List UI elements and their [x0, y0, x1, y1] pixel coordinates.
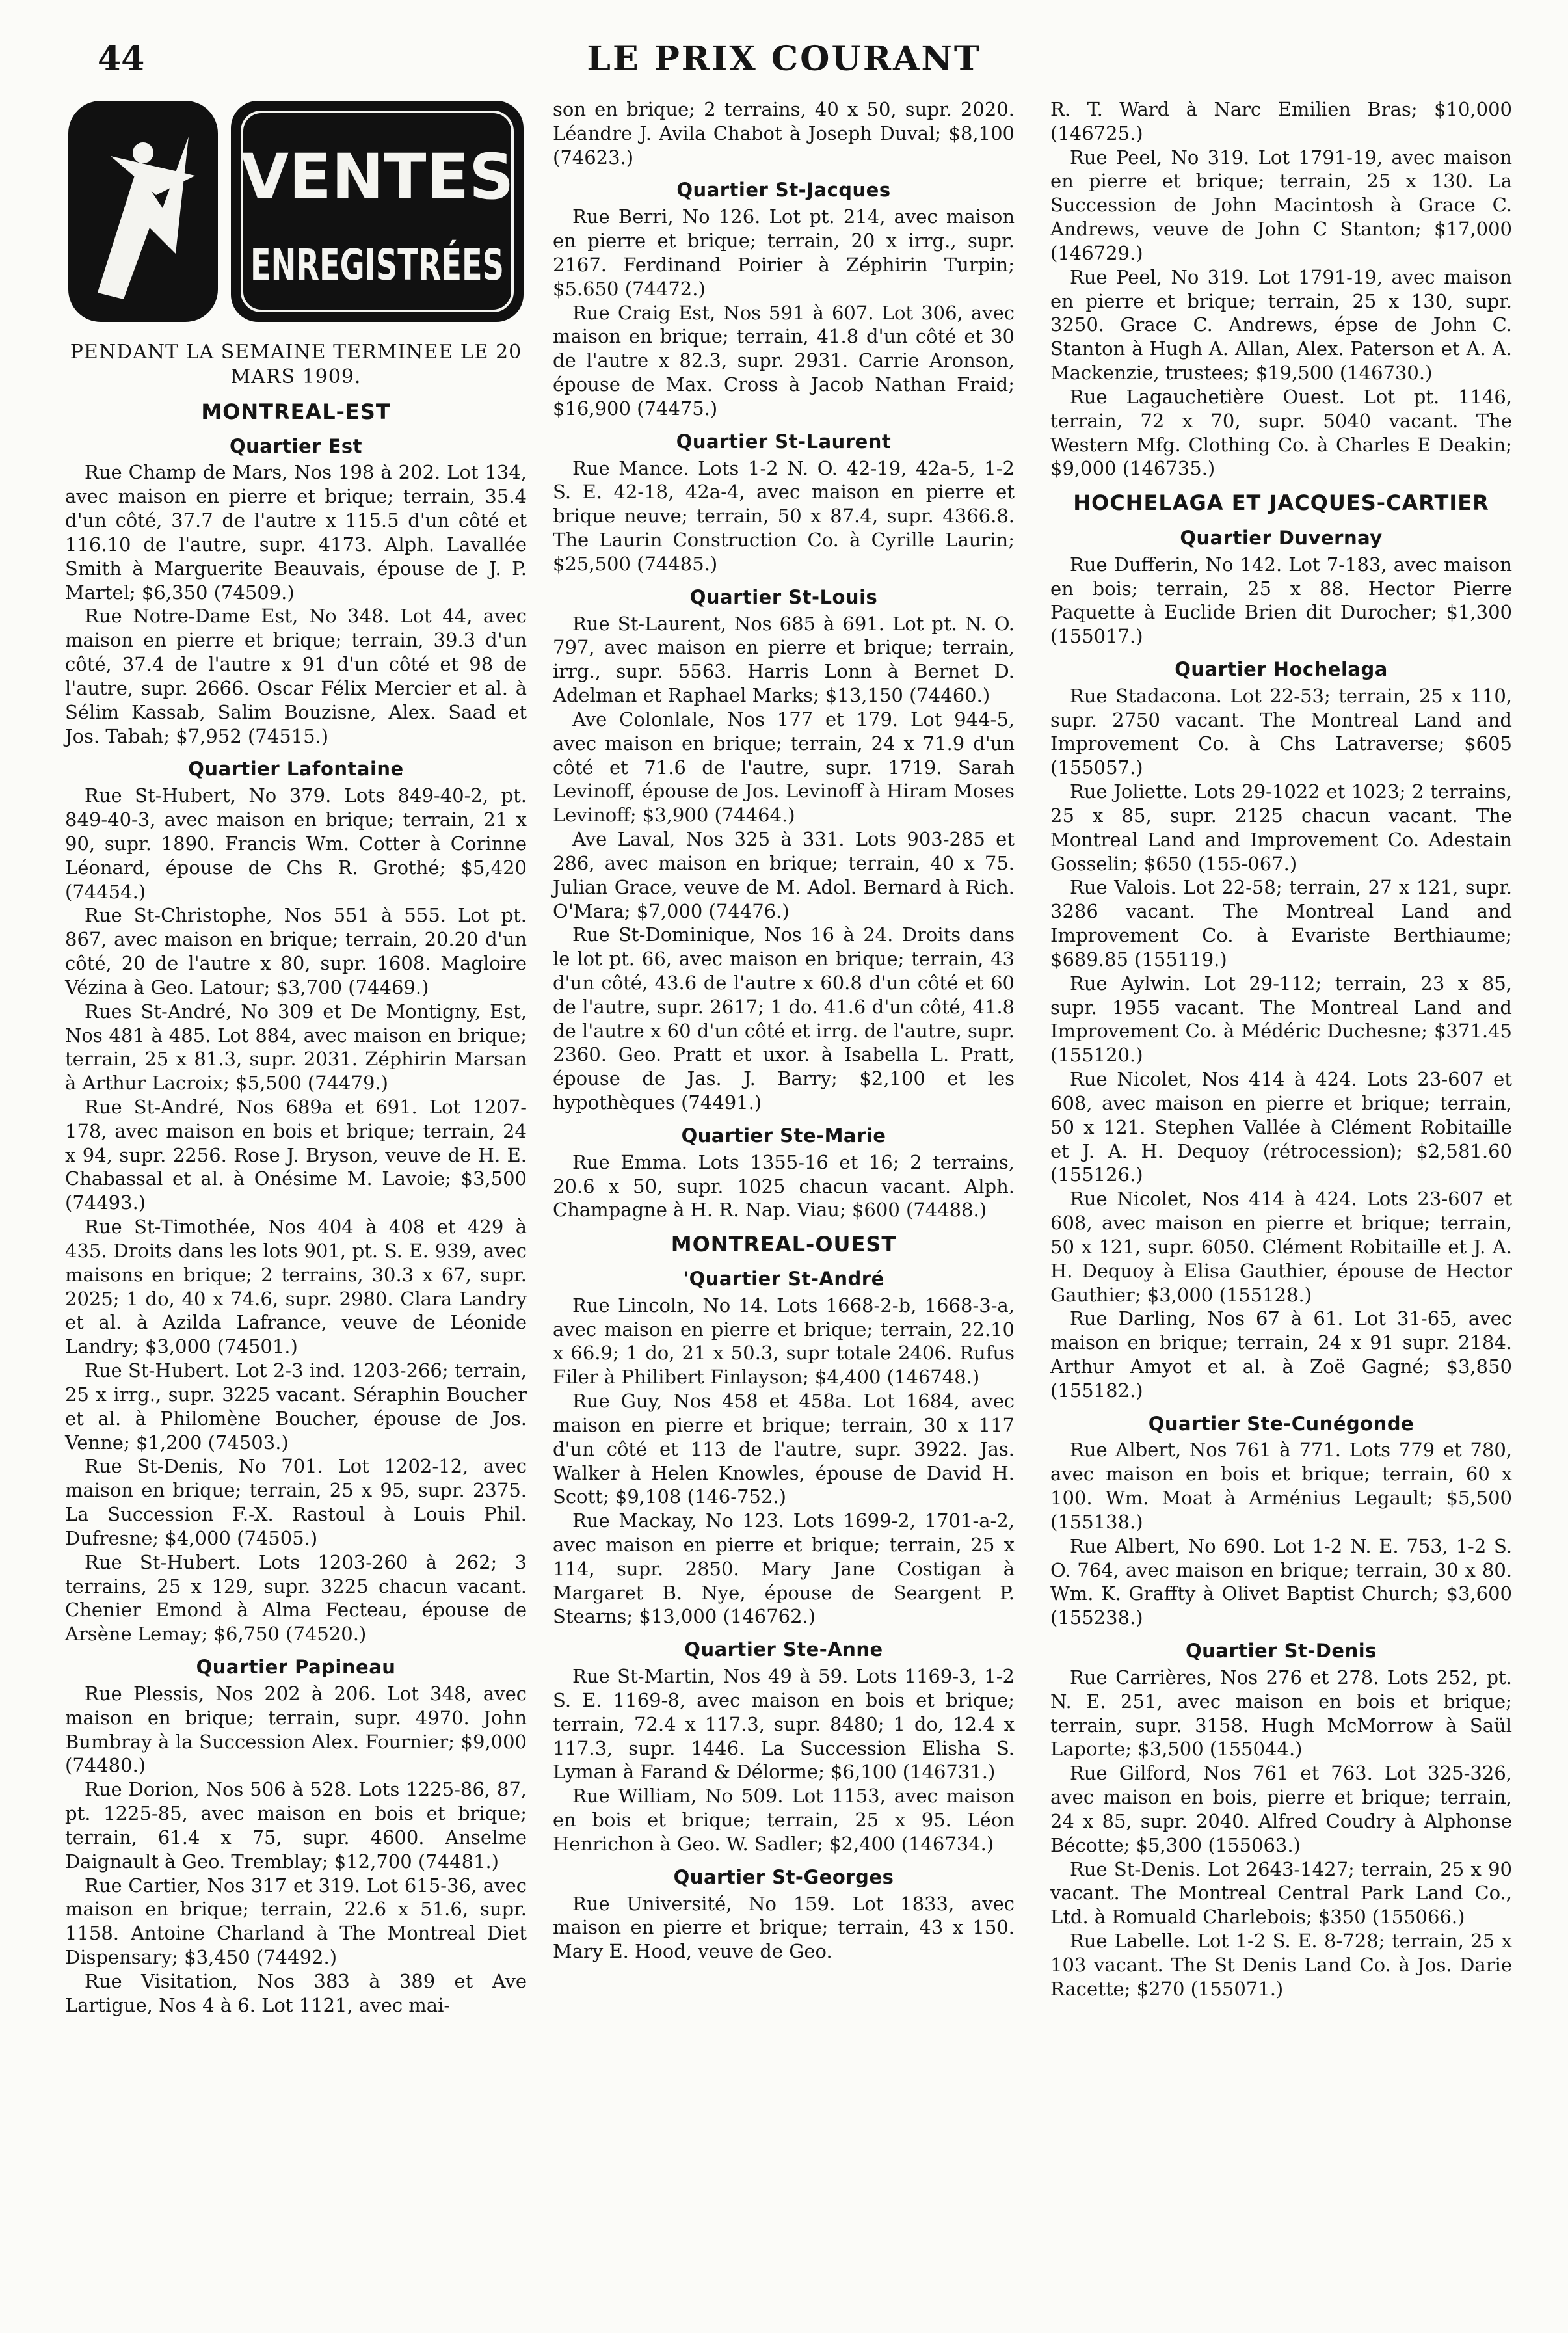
quarter-heading: Quartier St-Denis [1186, 1640, 1377, 1662]
sale-entry: Rue St-Martin, Nos 49 à 59. Lots 1169-3, 1-2 S. E. 1169-8, avec maison en bois et brique; terrain, 72.4 x 117.3, supr. 8480; 1 do, 12.4 x 117.3, supr. 1446. La Succession Elisha S. Lyman à Farand & Délorme; $6,100 (146731.) [553, 1665, 1015, 1783]
quarter-heading: Quartier St-Georges [673, 1865, 894, 1888]
sale-entry: Rue Dufferin, No 142. Lot 7-183, avec maison en bois; terrain, 25 x 88. Hector Pierre Paquette à Euclide Brien dit Durocher; $1,300 (155017.) [1050, 553, 1512, 648]
sale-entry: Ave Colonlale, Nos 177 et 179. Lot 944-5, avec maison en brique; terrain, 24 x 71.9 d'un côté et 71.6 de l'autre, supr. 1719. Sarah Levinoff, épouse de Jos. Levinoff à Hiram Moses Levinoff; $3,900 (74464.) [553, 708, 1015, 827]
sale-entry: Rue Joliette. Lots 29-1022 et 1023; 2 terrains, 25 x 85, supr. 2125 chacun vacant. The Montreal Land and Improvement Co. Adestain Gosselin; $650 (155-067.) [1050, 780, 1512, 875]
quarter-heading: Quartier Ste-Marie [681, 1124, 886, 1147]
sale-entry: Rue Gilford, Nos 761 et 763. Lot 325-326, avec maison en bois, pierre et brique; terrain, 24 x 85, supr. 2040. Alfred Coudry à Alphonse Bécotte; $5,300 (155063.) [1050, 1762, 1512, 1856]
logo-line-1: VENTES [240, 140, 514, 213]
sale-entry: Rue Stadacona. Lot 22-53; terrain, 25 x 110, supr. 2750 vacant. The Montreal Land and Improvement Co. à Chs Latraverse; $605 (155057.) [1050, 684, 1512, 779]
sale-entry: Rue Peel, No 319. Lot 1791-19, avec maison en pierre et brique; terrain, 25 x 130. La Succession de John Macintosh à Grace C. Andrews, veuve de John C Stanton; $17,000 (146729.) [1050, 146, 1512, 264]
sale-entry: Rue St-André, Nos 689a et 691. Lot 1207-178, avec maison en bois et brique; terrain, 24 x 94, supr. 2256. Rose J. Bryson, veuve de H. E. Chabassal et al. à Onésime M. Lavoie; $3,500 (74493.) [65, 1096, 527, 1214]
sale-entry: Rue Berri, No 126. Lot pt. 214, avec maison en pierre et brique; terrain, 20 x irrg., supr. 2167. Ferdinand Poirier à Zéphirin Turpin; $5.650 (74472.) [553, 206, 1015, 300]
sale-entry: Rue William, No 509. Lot 1153, avec maison en bois et brique; terrain, 25 x 95. Léon Henrichon à Geo. W. Sadler; $2,400 (146734.) [553, 1785, 1015, 1855]
quarter-heading: Quartier Ste-Cunégonde [1148, 1412, 1415, 1435]
sale-entry: Rue Université, No 159. Lot 1833, avec maison en pierre et brique; terrain, 43 x 150. Mary E. Hood, veuve de Geo. [553, 1892, 1015, 1963]
ventes-enregistrees-logo [65, 98, 613, 325]
area-heading: MONTREAL-OUEST [671, 1232, 897, 1257]
sale-entry: Rue St-Hubert. Lot 2-3 ind. 1203-266; terrain, 25 x irrg., supr. 3225 vacant. Séraphin Boucher et al. à Philomène Boucher, épouse de Jos. Venne; $1,200 (74503.) [65, 1359, 527, 1454]
area-heading: HOCHELAGA ET JACQUES-CARTIER [1073, 490, 1489, 516]
quarter-heading: Quartier Papineau [196, 1656, 396, 1679]
sale-entry: Rue Darling, Nos 67 à 61. Lot 31-65, avec maison en brique; terrain, 24 x 91 supr. 2184. Arthur Amyot et al. à Zoë Gagné; $3,850 (155182.) [1050, 1307, 1512, 1402]
sale-entry: Rue Visitation, Nos 383 à 389 et Ave Lartigue, Nos 4 à 6. Lot 1121, avec mai- [65, 1969, 527, 2016]
sale-entry: Rue St-Hubert, No 379. Lots 849-40-2, pt. 849-40-3, avec maison en brique; terrain, 21 x 90, supr. 1890. Francis Wm. Cotter à Corinne Léonard, épouse de Chs R. Grothé; $5,420 (74454.) [65, 784, 527, 903]
column-1 [65, 98, 613, 2017]
quarter-heading: Quartier St-Laurent [676, 430, 892, 453]
column-3 [1050, 98, 1512, 2001]
quarter-heading: Quartier Est [230, 434, 362, 457]
sale-entry: Rue Nicolet, Nos 414 à 424. Lots 23-607 et 608, avec maison en pierre et brique; terrain, 50 x 121. Stephen Vallée à Clément Robitaille et J. A. H. Dequoy (rétrocession); $2,581.60 (155126.) [1050, 1068, 1512, 1186]
sale-entry: Rue St-Hubert. Lots 1203-260 à 262; 3 terrains, 25 x 129, supr. 3225 chacun vacant. Chenier Emond à Alma Fecteau, épouse de Arsène Lemay; $6,750 (74520.) [65, 1551, 527, 1646]
sale-entry: Rue St-Laurent, Nos 685 à 691. Lot pt. N. O. 797, avec maison en pierre et brique; terrain, irrg., supr. 5563. Harris Lonn à Bernet D. Adelman et Raphael Marks; $13,150 (74460.) [553, 612, 1015, 707]
area-heading: MONTREAL-EST [201, 399, 391, 425]
sale-entry: Rue Lincoln, No 14. Lots 1668-2-b, 1668-3-a, avec maison en pierre et brique; terrain, 22.10 x 66.9; 1 do, 21 x 50.3, supr totale 2406. Rufus Filer à Philibert Finlayson; $4,400 (146748.) [553, 1294, 1015, 1389]
sale-entry: Rue Champ de Mars, Nos 198 à 202. Lot 134, avec maison en pierre et brique; terrain, 35.4 d'un côté, 37.7 de l'autre x 115.5 d'un côté et 116.10 de l'autre, supr. 4173. Alph. Lavallée Smith à Marguerite Beauvais, épouse de J. P. Martel; $6,350 (74509.) [65, 461, 527, 604]
sale-entry: Rue Emma. Lots 1355-16 et 16; 2 terrains, 20.6 x 50, supr. 1025 chacun vacant. Alph. Champagne à H. R. Nap. Viau; $600 (74488.) [553, 1151, 1015, 1221]
running-head: LE PRIX COURANT [587, 39, 981, 79]
sale-entry: Rue Valois. Lot 22-58; terrain, 27 x 121, supr. 3286 vacant. The Montreal Land and Improvement Co. à Evariste Berthiaume; $689.85 (155119.) [1050, 876, 1512, 970]
sale-entry-continued: son en brique; 2 terrains, 40 x 50, supr. 2020. Léandre J. Avila Chabot à Joseph Duval; $8,100 (74623.) [553, 98, 1015, 168]
sale-entry: Rue Albert, No 690. Lot 1-2 N. E. 753, 1-2 S. O. 764, avec maison en brique; terrain, 30 x 80. Wm. K. Graffty à Olivet Baptist Church; $3,600 (155238.) [1050, 1534, 1512, 1629]
sale-entry: Rue Lagauchetière Ouest. Lot pt. 1146, terrain, 72 x 70, supr. 5040 vacant. The Western Mfg. Clothing Co. à Charles E Deakin; $9,000 (146735.) [1050, 385, 1512, 480]
sale-entry: Ave Laval, Nos 325 à 331. Lots 903-285 et 286, avec maison en brique; terrain, 40 x 75. Julian Grace, veuve de M. Adol. Bernard à Rich. O'Mara; $7,000 (74476.) [553, 828, 1015, 922]
sale-entry: Rue St-Dominique, Nos 16 à 24. Droits dans le lot pt. 66, avec maison en brique; terrain, 43 d'un côté, 43.6 de l'autre x 60.8 d'un côté et 60 de l'autre, supr. 2617; 1 do. 41.6 d'un côté, 41.8 de l'autre x 60 d'un côté et irrg. de l'autre, supr. 2360. Geo. Pratt et uxor. à Isabella L. Pratt, épouse de Jas. J. Barry; $2,100 et les hypothèques (74491.) [553, 924, 1015, 1114]
sale-entry: Rue Plessis, Nos 202 à 206. Lot 348, avec maison en brique; terrain, supr. 4970. John Bumbray à la Succession Alex. Fournier; $9,000 (74480.) [65, 1682, 527, 1777]
quarter-heading: Quartier Lafontaine [188, 758, 404, 780]
sale-entry: Rue Mance. Lots 1-2 N. O. 42-19, 42a-5, 1-2 S. E. 42-18, 42a-4, avec maison en pierre et brique neuve; terrain, 50 x 87.4, supr. 4366.8. The Laurin Construction Co. à Cyrille Laurin; $25,500 (74485.) [553, 457, 1015, 575]
sale-entry: Rue Carrières, Nos 276 et 278. Lots 252, pt. N. E. 251, avec maison en bois et brique; terrain, supr. 3158. Hugh McMorrow à Saül Laporte; $3,500 (155044.) [1050, 1666, 1512, 1761]
sale-entry: Rue Dorion, Nos 506 à 528. Lots 1225-86, 87, pt. 1225-85, avec maison en bois et brique; terrain, 61.4 x 75, supr. 4600. Anselme Daignault à Geo. Tremblay; $12,700 (74481.) [65, 1778, 527, 1873]
quarter-heading: Quartier Hochelaga [1175, 658, 1388, 680]
sale-entry: Rue Nicolet, Nos 414 à 424. Lots 23-607 et 608, avec maison en pierre et brique; terrain, 50 x 121, supr. 6050. Clément Robitaille et J. A. H. Dequoy à Elisa Gauthier, épouse de Hector Gauthier; $3,000 (155128.) [1050, 1188, 1512, 1306]
quarter-heading: 'Quartier St-André [683, 1267, 884, 1290]
sale-entry: Rue Aylwin. Lot 29-112; terrain, 23 x 85, supr. 1955 vacant. The Montreal Land and Improvement Co. à Médéric Duchesne; $371.45 (155120.) [1050, 972, 1512, 1067]
sale-entry-continued: R. T. Ward à Narc Emilien Bras; $10,000 (146725.) [1050, 98, 1512, 144]
sale-entry: Rue Cartier, Nos 317 et 319. Lot 615-36, avec maison en brique; terrain, 22.6 x 51.6, supr. 1158. Antoine Charland à The Montreal Diet Dispensary; $3,450 (74492.) [65, 1874, 527, 1968]
sale-entry: Rue Craig Est, Nos 591 à 607. Lot 306, avec maison en brique; terrain, 41.8 d'un côté et 30 de l'autre x 82.3, supr. 2931. Carrie Aronson, épouse de Max. Cross à Jacob Nathan Fraid; $16,900 (74475.) [553, 301, 1015, 420]
sale-entry: Rue Guy, Nos 458 et 458a. Lot 1684, avec maison en pierre et brique; terrain, 30 x 117 d'un côté et 113 de l'autre, supr. 3922. Jas. Walker à Helen Knowles, épouse de David H. Scott; $9,108 (146-752.) [553, 1390, 1015, 1508]
quarter-heading: Quartier Ste-Anne [684, 1638, 883, 1661]
period-heading: PENDANT LA SEMAINE TERMINEE LE 20 MARS 1909. [70, 340, 522, 388]
sale-entry: Rue Mackay, No 123. Lots 1699-2, 1701-a-2, avec maison en pierre et brique; terrain, 25 x 114, supr. 2850. Mary Jane Costigan à Margaret B. Nye, épouse de Seargent P. Stearns; $13,000 (146762.) [553, 1510, 1015, 1628]
sale-entry: Rue Peel, No 319. Lot 1791-19, avec maison en pierre et brique; terrain, 25 x 130, supr. 3250. Grace C. Andrews, épse de John C. Stanton à Hugh A. Allan, Alex. Paterson et A. A. Mackenzie, trustees; $19,500 (146730.) [1050, 265, 1512, 384]
page-number: 44 [98, 39, 145, 79]
quarter-heading: Quartier Duvernay [1180, 526, 1383, 549]
sale-entry: Rue St-Denis, No 701. Lot 1202-12, avec maison en brique; terrain, 25 x 95, supr. 2375. La Succession F.-X. Rastoul à Louis Phil. Dufresne; $4,000 (74505.) [65, 1455, 527, 1549]
sale-entry: Rue St-Denis. Lot 2643-1427; terrain, 25 x 90 vacant. The Montreal Central Park Land Co., Ltd. à Romuald Charlebois; $350 (155066.) [1050, 1858, 1512, 1928]
sale-entry: Rue Labelle. Lot 1-2 S. E. 8-728; terrain, 25 x 103 vacant. The St Denis Land Co. à Jos. Darie Racette; $270 (155071.) [1050, 1930, 1512, 2000]
logo-line-2: ENREGISTRÉES [250, 240, 613, 290]
sale-entry: Rue St-Timothée, Nos 404 à 408 et 429 à 435. Droits dans les lots 901, pt. S. E. 939, avec maisons en brique; 2 terrains, 30.3 x 67, supr. 2025; 1 do, 40 x 74.6, supr. 2980. Clara Landry et al. à Azilda Lafrance, veuve de Léonide Landry; $3,000 (74501.) [65, 1216, 527, 1358]
sale-entry: Rue Notre-Dame Est, No 348. Lot 44, avec maison en pierre et brique; terrain, 39.3 d'un côté, 37.4 de l'autre x 91 d'un côté et 98 de l'autre, supr. 2666. Oscar Félix Mercier et al. à Sélim Kassab, Salim Bouzisne, Alex. Saad et Jos. Tabah; $7,952 (74515.) [65, 605, 527, 747]
quarter-heading: Quartier St-Jacques [676, 179, 891, 202]
column-2 [553, 98, 1015, 1964]
sale-entry: Rue Albert, Nos 761 à 771. Lots 779 et 780, avec maison en bois et brique; terrain, 60 x 100. Wm. Moat à Arménius Legault; $5,500 (155138.) [1050, 1439, 1512, 1533]
quarter-heading: Quartier St-Louis [689, 585, 878, 608]
sale-entry: Rue St-Christophe, Nos 551 à 555. Lot pt. 867, avec maison en brique; terrain, 20.20 d'un côté, 20 de l'autre x 80, supr. 1608. Magloire Vézina à Geo. Latour; $3,700 (74469.) [65, 904, 527, 998]
sale-entry: Rues St-André, No 309 et De Montigny, Est, Nos 481 à 485. Lot 884, avec maison en brique; terrain, 25 x 81.3, supr. 2031. Zéphirin Marsan à Arthur Lacroix; $5,500 (74479.) [65, 1000, 527, 1095]
